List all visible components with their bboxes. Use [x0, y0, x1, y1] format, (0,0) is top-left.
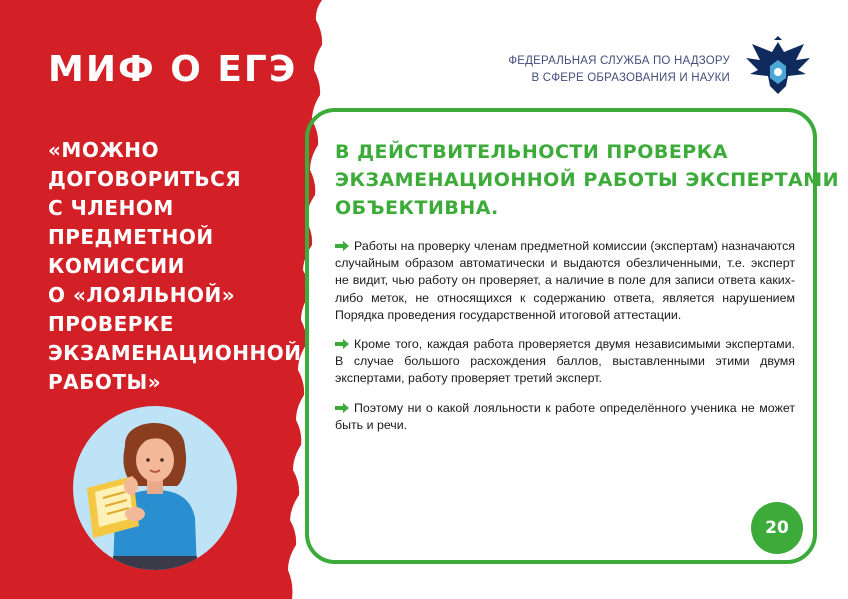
myth-quote-line: КОМИССИИ [48, 254, 185, 278]
myth-quote-line: ПРЕДМЕТНОЙ [48, 225, 214, 249]
myth-quote [48, 136, 302, 397]
arrow-right-icon [335, 241, 349, 251]
eagle-emblem-icon [742, 36, 814, 98]
fact-heading-line: ОБЪЕКТИВНА. [335, 197, 499, 219]
fact-heading [335, 138, 840, 222]
myth-quote-line: О «ЛОЯЛЬНОЙ» [48, 283, 236, 307]
arrow-right-icon [335, 403, 349, 413]
myth-title: МИФ О ЕГЭ [48, 49, 298, 90]
fact-bullet-text: Кроме того, каждая работа проверяется двумя независимыми экспертами. В случае большого расхождения баллов, выставленными этими двумя экспертами, работу проверяет третий эксперт. [335, 337, 795, 386]
myth-quote-line: С ЧЛЕНОМ [48, 196, 174, 220]
student-reading-illustration [73, 406, 237, 570]
page-number-badge: 20 [751, 502, 803, 554]
myth-quote-line: ЭКЗАМЕНАЦИОННОЙ [48, 341, 302, 365]
myth-quote-line: «МОЖНО [48, 138, 160, 162]
arrow-right-icon [335, 339, 349, 349]
fact-bullet-text: Работы на проверку членам предметной комиссии (экспертам) назначаются случайным образом автоматически и выдаются обезличенными, т.е. эксперт не видит, чью работу он проверяет, а наличие в поле для записи ответа каких-либо меток, не относящихся к содержанию ответа, является нарушением Порядка проведения государственной итоговой аттестации. [335, 239, 795, 322]
fact-bullet-text: Поэтому ни о какой лояльности к работе определённого ученика не может быть и речи. [335, 400, 795, 432]
org-line: В СФЕРЕ ОБРАЗОВАНИЯ И НАУКИ [531, 72, 730, 84]
fact-heading-line: В ДЕЙСТВИТЕЛЬНОСТИ ПРОВЕРКА [335, 141, 728, 163]
fact-bullet [335, 336, 795, 388]
organization-name [508, 53, 730, 87]
myth-quote-line: РАБОТЫ» [48, 370, 162, 394]
fact-bullet [335, 238, 795, 324]
myth-quote-line: ПРОВЕРКЕ [48, 312, 174, 336]
myth-quote-line: ДОГОВОРИТЬСЯ [48, 167, 242, 191]
fact-heading-line: ЭКЗАМЕНАЦИОННОЙ РАБОТЫ ЭКСПЕРТАМИ [335, 169, 840, 191]
fact-bullet [335, 400, 795, 434]
fact-bullet-list [335, 238, 795, 446]
org-line: ФЕДЕРАЛЬНАЯ СЛУЖБА ПО НАДЗОРУ [508, 55, 730, 67]
